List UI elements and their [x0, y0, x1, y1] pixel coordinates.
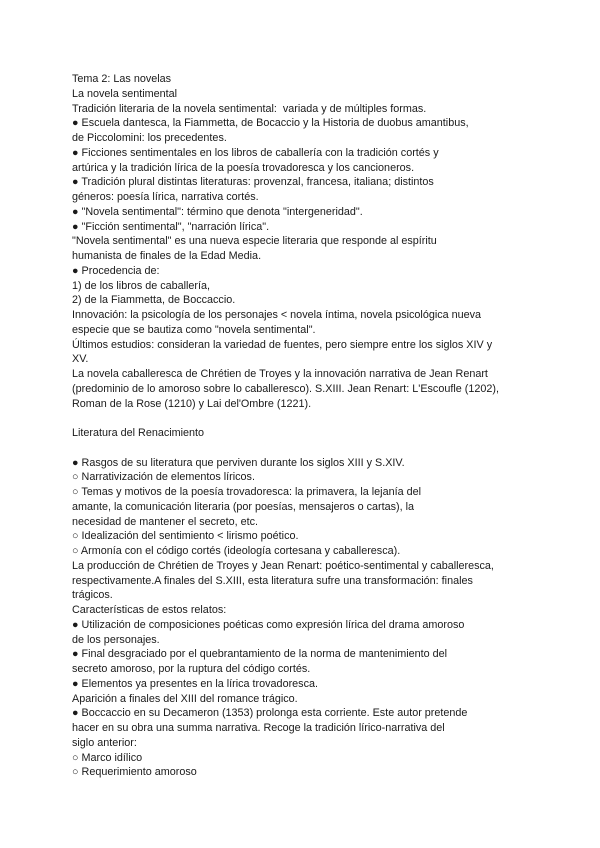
doc-line: ● Rasgos de su literatura que perviven durante los siglos XIII y S.XIV. [72, 456, 405, 469]
doc-line: de Piccolomini: los precedentes. [72, 132, 227, 144]
doc-line: ● Boccaccio en su Decameron (1353) prolonga esta corriente. Este autor pretende [72, 707, 468, 720]
doc-line: ● Tradición plural distintas literaturas: provenzal, francesa, italiana; distintos [72, 176, 434, 189]
doc-line: géneros: poesía lírica, narrativa cortés. [72, 191, 259, 203]
doc-line: Últimos estudios: consideran la variedad de fuentes, pero siempre entre los siglos XIV y [72, 338, 493, 351]
doc-line: Roman de la Rose (1210) y Lai del'Ombre (1221). [72, 397, 312, 410]
doc-line: 2) de la Fiammetta, de Boccaccio. [72, 294, 236, 307]
blank-line [72, 441, 542, 456]
doc-line: respectivamente.A finales del S.XIII, esta literatura sufre una transformación: finales [72, 574, 473, 587]
doc-line: ○ Requerimiento amoroso [72, 766, 197, 779]
doc-line: ● Utilización de composiciones poéticas como expresión lírica del drama amoroso [72, 618, 465, 631]
doc-line: humanista de finales de la Edad Media. [72, 250, 262, 262]
doc-line: Innovación: la psicología de los personajes < novela íntima, novela psicológica nueva [72, 309, 482, 321]
doc-line: ● "Ficción sentimental", "narración lírica". [72, 220, 270, 233]
blank-line [72, 411, 542, 426]
doc-line: ● Elementos ya presentes en la lírica trovadoresca. [72, 677, 318, 690]
doc-line: ○ Marco idílico [72, 751, 143, 764]
doc-line: La producción de Chrétien de Troyes y Jean Renart: poético-sentimental y caballeresca, [72, 559, 494, 572]
doc-line: ● Escuela dantesca, la Fiammetta, de Bocaccio y la Historia de duobus amantibus, [72, 117, 469, 130]
doc-line: siglo anterior: [72, 736, 137, 749]
doc-line: La novela sentimental [72, 87, 178, 100]
doc-line: ● Final desgraciado por el quebrantamiento de la norma de mantenimiento del [72, 648, 448, 661]
doc-line: Características de estos relatos: [72, 604, 227, 616]
doc-line: secreto amoroso, por la ruptura del código cortés. [72, 663, 311, 675]
doc-line: amante, la comunicación literaria (por poesías, mensajeros o cartas), la [72, 500, 415, 513]
doc-line: (predominio de lo amoroso sobre lo caballeresco). S.XIII. Jean Renart: L'Escoufle (1202), [72, 382, 499, 395]
doc-line: necesidad de mantener el secreto, etc. [72, 515, 259, 528]
doc-line: ○ Narrativización de elementos líricos. [72, 471, 255, 484]
doc-line: hacer en su obra una summa narrativa. Recoge la tradición lírico-narrativa del [72, 722, 445, 734]
doc-line: ○ Armonía con el código cortés (ideología cortesana y caballeresca). [72, 545, 401, 557]
doc-line: Aparición a finales del XIII del romance trágico. [72, 692, 298, 705]
doc-line: Tema 2: Las novelas [72, 73, 172, 85]
doc-line: especie que se bautiza como "novela sentimental". [72, 323, 316, 336]
doc-line: ○ Temas y motivos de la poesía trovadoresca: la primavera, la lejanía del [72, 486, 421, 498]
section-heading: Literatura del Renacimiento [72, 427, 205, 439]
doc-line: artúrica y la tradición lírica de la poesía trovadoresca y los cancioneros. [72, 161, 415, 174]
document-page [72, 72, 542, 780]
doc-line: "Novela sentimental" es una nueva especie literaria que responde al espíritu [72, 235, 437, 248]
doc-line: 1) de los libros de caballería, [72, 279, 211, 292]
doc-line: de los personajes. [72, 633, 160, 646]
doc-line: ○ Idealización del sentimiento < lirismo poético. [72, 530, 299, 543]
doc-line: ● "Novela sentimental": término que denota "intergeneridad". [72, 205, 363, 218]
doc-line: La novela caballeresca de Chrétien de Troyes y la innovación narrativa de Jean Renart [72, 368, 488, 380]
doc-line: XV. [72, 353, 89, 366]
doc-line: ● Procedencia de: [72, 264, 160, 277]
doc-line: trágicos. [72, 589, 113, 602]
doc-line: Tradición literaria de la novela sentimental: variada y de múltiples formas. [72, 102, 427, 115]
doc-line: ● Ficciones sentimentales en los libros de caballería con la tradición cortés y [72, 146, 439, 159]
